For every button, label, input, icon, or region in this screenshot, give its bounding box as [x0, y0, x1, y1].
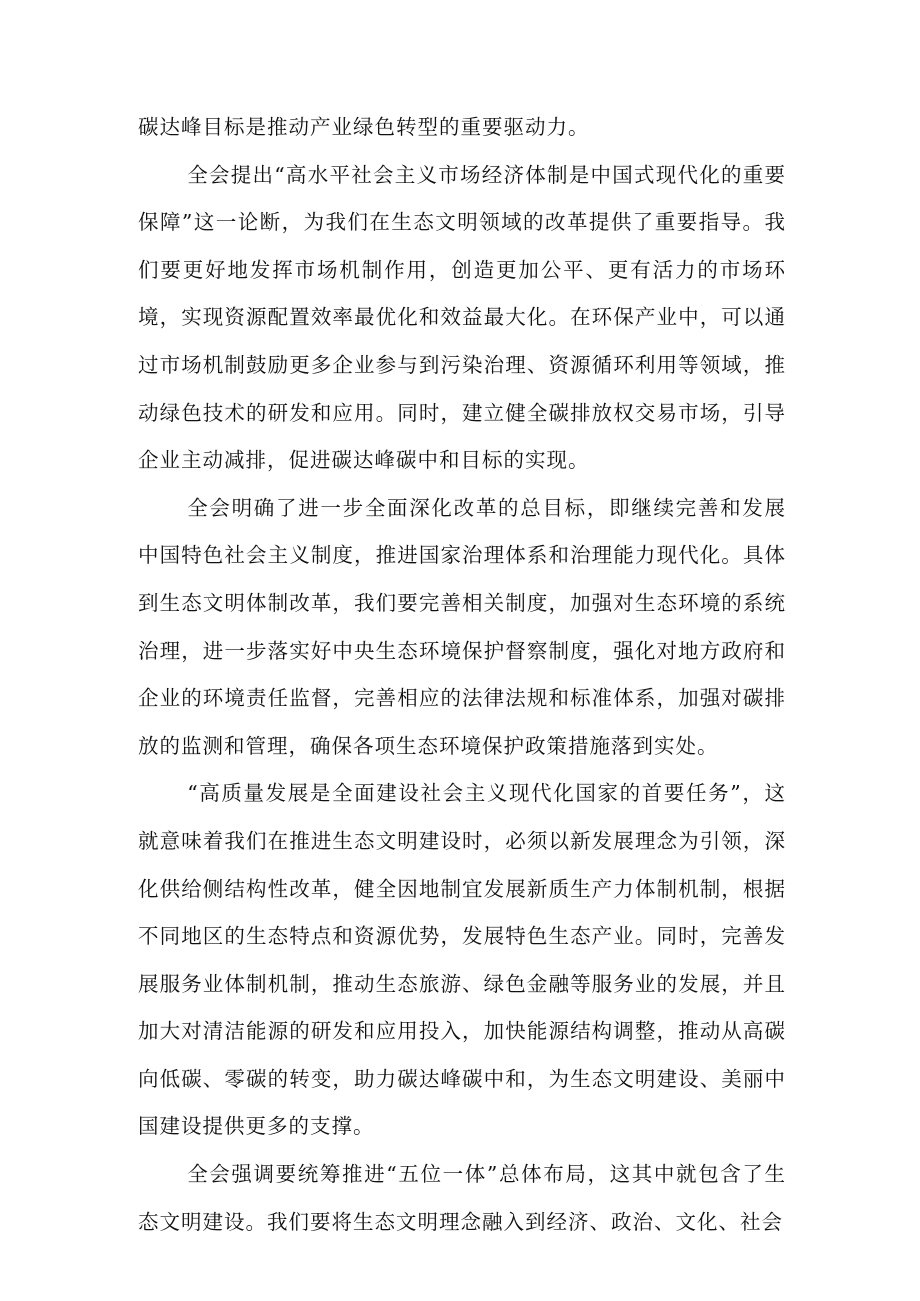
paragraph: “高质量发展是全面建设社会主义现代化国家的首要任务”，这就意味着我们在推进生态文明建设时，必须以新发展理念为引领，深化供给侧结构性改革，健全因地制宜发展新质生产力体制机制，根据不同地区的生态特点和资源优势，发展特色生态产业。同时，完善发展服务业体制机制，推动生态旅游、绿色金融等服务业的发展，并且加大对清洁能源的研发和应用投入，加快能源结构调整，推动从高碳向低碳、零碳的转变，助力碳达峰碳中和，为生态文明建设、美丽中国建设提供更多的支撑。	[138, 781, 786, 1139]
paragraph: 全会明确了进一步全面深化改革的总目标，即继续完善和发展中国特色社会主义制度，推进国家治理体系和治理能力现代化。具体到生态文明体制改革，我们要完善相关制度，加强对生态环境的系统治理，进一步落实好中央生态环境保护督察制度，强化对地方政府和企业的环境责任监督，完善相应的法律法规和标准体系，加强对碳排放的监测和管理，确保各项生态环境保护政策措施落到实处。	[138, 495, 786, 758]
document-body	[138, 104, 786, 1246]
paragraph: 全会强调要统筹推进“五位一体”总体布局，这其中就包含了生态文明建设。我们要将生态文明理念融入到经济、政治、文化、社会	[138, 1162, 786, 1234]
paragraph-continuation: 碳达峰目标是推动产业绿色转型的重要驱动力。	[138, 115, 590, 139]
paragraph: 全会提出“高水平社会主义市场经济体制是中国式现代化的重要保障”这一论断，为我们在生态文明领域的改革提供了重要指导。我们要更好地发挥市场机制作用，创造更加公平、更有活力的市场环境，实现资源配置效率最优化和效益最大化。在环保产业中，可以通过市场机制鼓励更多企业参与到污染治理、资源循环利用等领域，推动绿色技术的研发和应用。同时，建立健全碳排放权交易市场，引导企业主动减排，促进碳达峰碳中和目标的实现。	[138, 162, 786, 473]
